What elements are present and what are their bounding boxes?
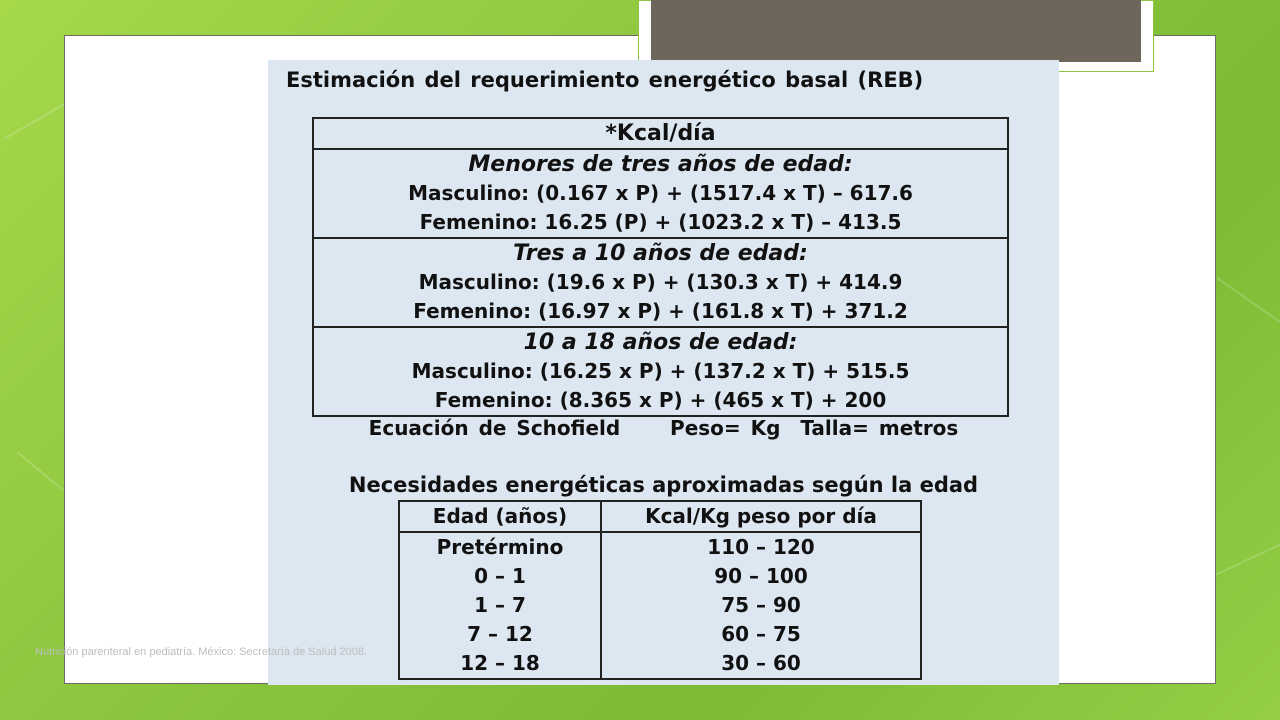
column-header-age: Edad (años) [399, 501, 601, 532]
reb-table-header: *Kcal/día [313, 118, 1008, 149]
source-citation: Nutrición parenteral en pediatría. México: Secretaría de Salud 2008. [35, 646, 368, 658]
formula-masculino: Masculino: (0.167 x P) + (1517.4 x T) – 617.6 [408, 181, 913, 205]
title-placeholder-box [651, 0, 1141, 62]
reb-group-cell [313, 149, 1008, 238]
formula-femenino: Femenino: 16.25 (P) + (1023.2 x T) – 413.5 [419, 210, 902, 234]
reb-group-cell [313, 327, 1008, 416]
schofield-note: Ecuación de Schofield Peso= Kg Talla= metros [368, 416, 959, 440]
table-row [399, 620, 921, 649]
reb-formula-table [312, 117, 1009, 417]
cell-kcal: 75 – 90 [601, 591, 921, 620]
table-row [399, 562, 921, 591]
cell-kcal: 60 – 75 [601, 620, 921, 649]
cell-kcal: 90 – 100 [601, 562, 921, 591]
energy-needs-table [398, 500, 922, 680]
cell-kcal: 110 – 120 [601, 532, 921, 562]
cell-age: 12 – 18 [399, 649, 601, 679]
table-row [399, 591, 921, 620]
cell-kcal: 30 – 60 [601, 649, 921, 679]
background-line [4, 103, 66, 140]
background-line [1217, 277, 1280, 325]
formula-masculino: Masculino: (16.25 x P) + (137.2 x T) + 515.5 [411, 359, 910, 383]
reb-group-cell [313, 238, 1008, 327]
cell-age: 1 – 7 [399, 591, 601, 620]
formula-femenino: Femenino: (8.365 x P) + (465 x T) + 200 [434, 388, 887, 412]
formula-femenino: Femenino: (16.97 x P) + (161.8 x T) + 371.2 [413, 299, 908, 323]
formula-masculino: Masculino: (19.6 x P) + (130.3 x T) + 414.9 [418, 270, 903, 294]
table-row [399, 532, 921, 562]
cell-age: 0 – 1 [399, 562, 601, 591]
reb-title: Estimación del requerimiento energético basal (REB) [286, 68, 924, 92]
needs-title: Necesidades energéticas aproximadas según la edad [348, 473, 979, 497]
reb-table-image [268, 60, 1059, 685]
age-group-label: Tres a 10 años de edad: [513, 241, 808, 266]
age-group-label: Menores de tres años de edad: [468, 152, 853, 177]
age-group-label: 10 a 18 años de edad: [523, 330, 798, 355]
cell-age: 7 – 12 [399, 620, 601, 649]
column-header-kcal: Kcal/Kg peso por día [601, 501, 921, 532]
cell-age: Pretérmino [399, 532, 601, 562]
table-row [399, 649, 921, 679]
background-line [16, 451, 63, 491]
